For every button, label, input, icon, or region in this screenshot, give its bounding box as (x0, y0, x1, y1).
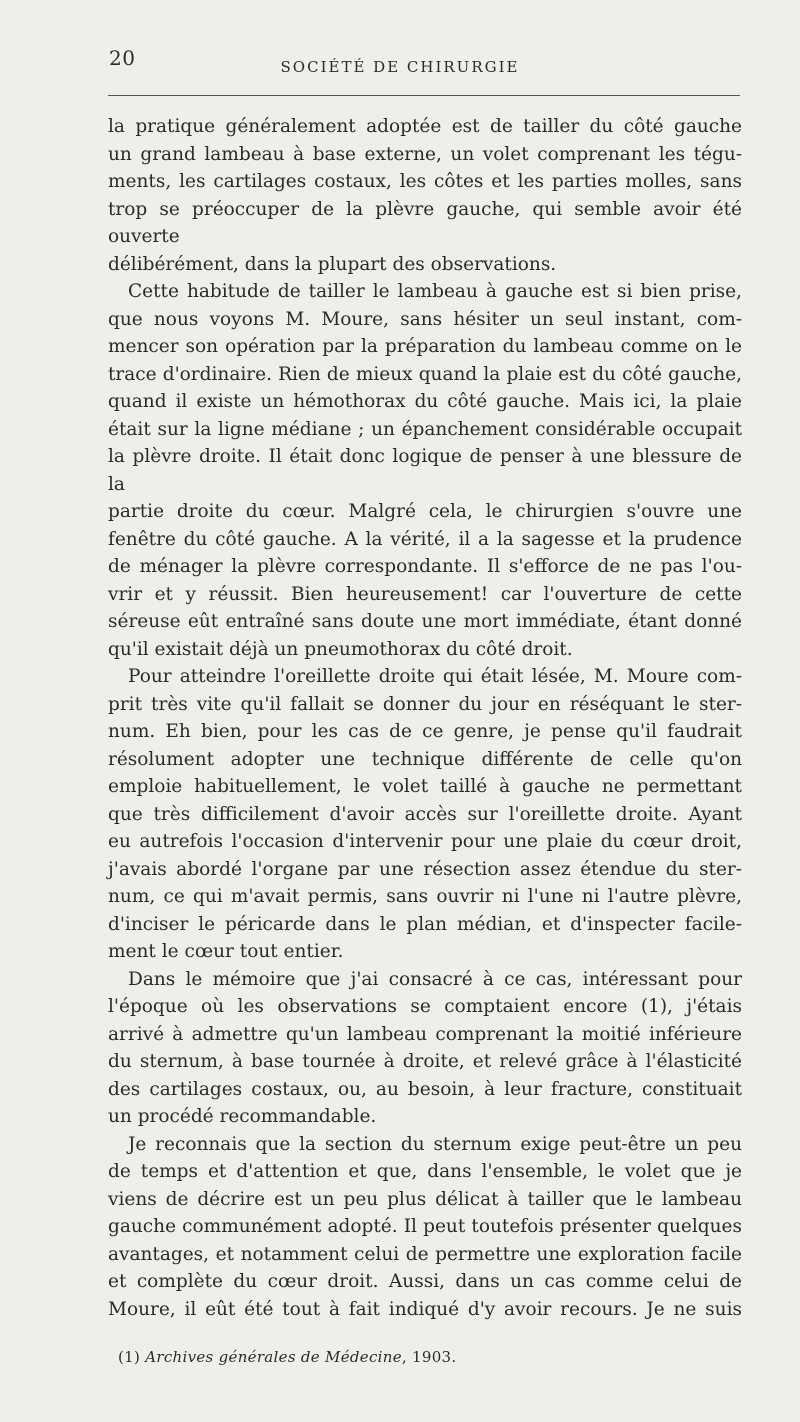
text-line-last: qu'il existait déjà un pneumothorax du côté droit. (108, 638, 573, 660)
paragraph (108, 113, 742, 278)
footnote-marker: (1) (118, 1348, 141, 1366)
text-line-last: ment le cœur tout entier. (108, 941, 344, 962)
text-line: mencer son opération par la préparation du lambeau comme on le (108, 336, 742, 357)
text-line: fenêtre du côté gauche. A la vérité, il a la sagesse et la prudence (108, 528, 742, 550)
text-line: un grand lambeau à base externe, un volet comprenant les tégu- (108, 143, 742, 165)
text-line: prit très vite qu'il fallait se donner du jour en réséquant le ster- (108, 693, 742, 715)
footnote-source: Archives générales de Médecine (145, 1348, 402, 1366)
text-line: de ménager la plèvre correspondante. Il s'efforce de ne pas l'ou- (108, 556, 742, 577)
text-line-last: un procédé recommandable. (108, 1106, 377, 1127)
running-head: SOCIÉTÉ DE CHIRURGIE (280, 58, 520, 76)
header-rule (108, 95, 740, 96)
text-line: gauche communément adopté. Il peut toutefois présenter quelques (108, 1216, 742, 1237)
text-line: vrir et y réussit. Bien heureusement! car l'ouverture de cette (108, 583, 742, 605)
footnote (118, 1348, 456, 1366)
footnote-year: , 1903. (401, 1348, 457, 1366)
text-line: viens de décrire est un peu plus délicat à tailler que le lambeau (108, 1188, 742, 1210)
text-line: la plèvre droite. Il était donc logique de penser à une blessure de la (108, 446, 742, 495)
paragraph (108, 966, 742, 1131)
text-line: eu autrefois l'occasion d'intervenir pour une plaie du cœur droit, (108, 831, 742, 852)
text-line: séreuse eût entraîné sans doute une mort immédiate, étant donné (108, 611, 742, 632)
text-line-last: délibérément, dans la plupart des observations. (108, 253, 557, 275)
paragraph (108, 663, 742, 966)
text-line: de temps et d'attention et que, dans l'ensemble, le volet que je (108, 1161, 742, 1182)
text-line: Pour atteindre l'oreillette droite qui était lésée, M. Moure com- (128, 666, 742, 687)
text-line: d'inciser le péricarde dans le plan médian, et d'inspecter facile- (108, 913, 742, 935)
text-line: l'époque où les observations se comptaient encore (1), j'étais (108, 996, 742, 1017)
text-line: du sternum, à base tournée à droite, et relevé grâce à l'élasticité (108, 1051, 742, 1072)
text-line: était sur la ligne médiane ; un épanchement considérable occupait (108, 418, 742, 440)
text-line: Je reconnais que la section du sternum exige peut-être un peu (128, 1133, 742, 1155)
text-line: num, ce qui m'avait permis, sans ouvrir ni l'une ni l'autre plèvre, (108, 886, 742, 907)
text-line: Dans le mémoire que j'ai consacré à ce cas, intéressant pour (128, 968, 742, 990)
text-line: arrivé à admettre qu'un lambeau comprenant la moitié inférieure (108, 1023, 742, 1045)
paragraph (108, 1131, 742, 1324)
text-line: que très difficilement d'avoir accès sur l'oreillette droite. Ayant (108, 803, 742, 825)
text-line: que nous voyons M. Moure, sans hésiter un seul instant, com- (108, 308, 742, 330)
text-line: la pratique généralement adoptée est de tailler du côté gauche (108, 116, 742, 137)
text-line: trace d'ordinaire. Rien de mieux quand la plaie est du côté gauche, (108, 363, 742, 385)
text-line: et complète du cœur droit. Aussi, dans un cas comme celui de (108, 1271, 742, 1292)
text-line: Moure, il eût été tout à fait indiqué d'y avoir recours. Je ne suis (108, 1298, 742, 1320)
text-line: j'avais abordé l'organe par une résection assez étendue du ster- (108, 858, 742, 880)
text-line: trop se préoccuper de la plèvre gauche, qui semble avoir été ouverte (108, 198, 742, 247)
body-text (108, 113, 742, 1323)
text-line: ments, les cartilages costaux, les côtes et les parties molles, sans (108, 171, 742, 192)
text-line: des cartilages costaux, ou, au besoin, à leur fracture, constituait (108, 1078, 742, 1100)
text-line: avantages, et notamment celui de permettre une exploration facile (108, 1243, 742, 1265)
text-line: num. Eh bien, pour les cas de ce genre, je pense qu'il faudrait (108, 721, 742, 742)
text-line: Cette habitude de tailler le lambeau à gauche est si bien prise, (128, 281, 742, 302)
text-line: résolument adopter une technique différente de celle qu'on (108, 748, 742, 770)
text-line: partie droite du cœur. Malgré cela, le chirurgien s'ouvre une (108, 501, 742, 522)
paragraph (108, 278, 742, 663)
page-number: 20 (109, 46, 136, 70)
text-line: emploie habituellement, le volet taillé à gauche ne permettant (108, 776, 742, 797)
text-line: quand il existe un hémothorax du côté gauche. Mais ici, la plaie (108, 391, 742, 412)
